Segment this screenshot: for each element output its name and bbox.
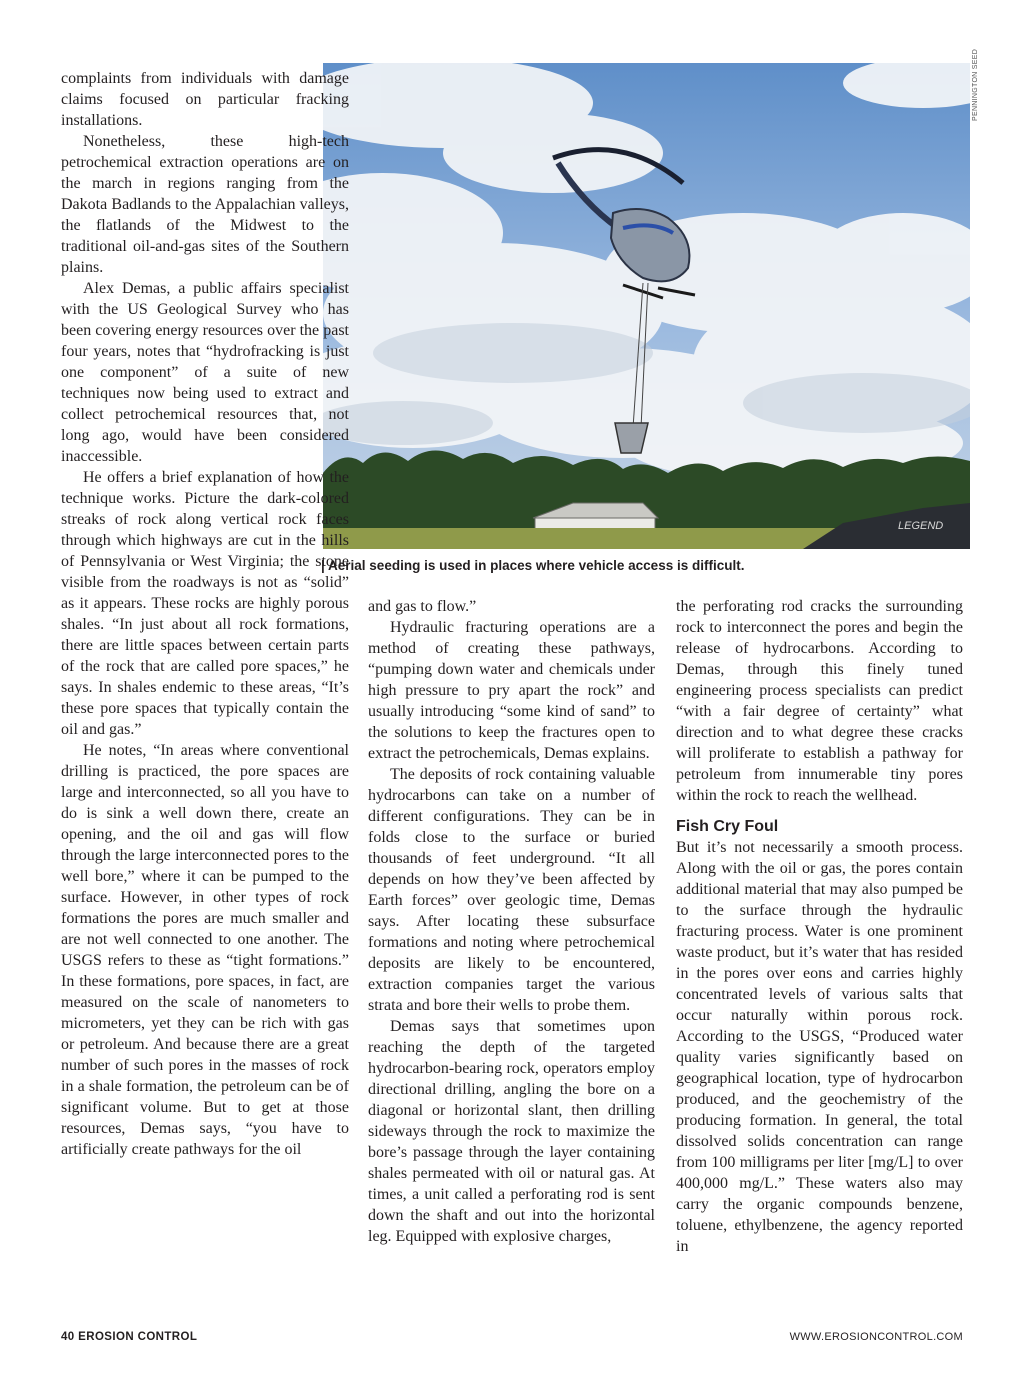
column-3 bbox=[676, 596, 963, 1257]
col3-paragraph-2: But it’s not necessarily a smooth process. Along with the oil or gas, the pores contain additional material that may also pumped be to the surface through the hydraulic fracturing process. Water is one prominent waste product, but it’s water that has resided in the pores over eons and carries highly concentrated levels of various salts that occur naturally within porous rock. According to the USGS, “Produced water quality varies significantly based on geographical location, type of hydrocarbon produced, and the geochemistry of the producing formation. In general, the total dissolved solids concentration can range from 100 milligrams per liter [mg/L] to over 400,000 mg/L.” These waters also may carry the organic compounds benzene, toluene, ethylbenzene, the agency reported in bbox=[676, 839, 963, 1255]
column-1 bbox=[61, 68, 349, 1160]
photo-illustration bbox=[323, 63, 970, 549]
col2-paragraph-2: Hydraulic fracturing operations are a method of creating these pathways, “pumping down water and chemicals under high pressure to pry apart the rock” and usually introducing “some kind of sand” to the solutions to keep the fractures open to extract the petrochemicals, Demas explains. bbox=[368, 619, 655, 762]
section-heading: Fish Cry Foul bbox=[676, 818, 779, 835]
website-link[interactable]: WWW.EROSIONCONTROL.COM bbox=[789, 1331, 963, 1343]
photo-caption: | Aerial seeding is used in places where vehicle access is difficult. bbox=[321, 558, 745, 573]
col3-paragraph-1: the perforating rod cracks the surrounding rock to interconnect the pores and begin the release of hydrocarbons. According to Demas, through this finely tuned engineering process specialists can predict “with a fair degree of certainty” what direction and to what degree these cracks will proliferate to establish a pathway for petroleum from innumerable tiny pores within the rock to reach the wellhead. bbox=[676, 598, 963, 804]
col1-paragraph-4: He offers a brief explanation of how the technique works. Picture the dark-colored streaks of rock along vertical rock faces through which highways are cut in the hills of Pennsylvania or West Virginia; the stone visible from the roadways is not as “solid” as it appears. These rocks are highly porous shales. “In just about all rock formations, there are little spaces between certain parts of the rock that are called pore spaces,” he says. In shales endemic to these areas, “It’s these pore spaces that typically contain the oil and gas.” bbox=[61, 469, 349, 738]
col2-paragraph-4: Demas says that sometimes upon reaching the depth of the targeted hydrocarbon-bearing rock, operators employ directional drilling, angling the bore on a diagonal or horizontal slant, then drilling sideways through the rock to maximize the bore’s passage through the layer containing shales permeated with oil or natural gas. At times, a unit called a perforating rod is sent down the shaft and out into the horizontal leg. Equipped with explosive charges, bbox=[368, 1018, 655, 1245]
col2-paragraph-3: The deposits of rock containing valuable hydrocarbons can take on a number of different configurations. They can be in folds close to the surface or buried thousands of feet underground. “It all depends on how they’ve been affected by Earth forces” over geologic time, Demas says. After locating these subsurface formations and noting where petrochemical deposits are likely to be encountered, extraction companies target the various strata and bore their wells to probe them. bbox=[368, 766, 655, 1014]
col1-paragraph-5: He notes, “In areas where conventional drilling is practiced, the pore spaces are large and interconnected, so all you have to do is sink a well down there, create an opening, and the oil and gas will flow through the large interconnected pores to the well bore,” where it can be pumped to the surface. However, in other types of rock formations the pores are much smaller and are not well connected to one another. The USGS refers to these as “tight formations.” In these formations, pore spaces, in fact, are measured on the scale of nanometers to micrometers, yet they can be rich with gas or petroleum. And because there are a great number of such pores in the masses of rock in a shale formation, the petroleum can be of significant volume. But to get at those resources, Demas says, “you have to artificially create pathways for the oil bbox=[61, 742, 349, 1158]
equipment-brand-label: LEGEND bbox=[898, 520, 944, 532]
helicopter-photo bbox=[323, 63, 970, 549]
col1-paragraph-1: complaints from individuals with damage claims focused on particular fracking installations. bbox=[61, 70, 349, 129]
photo-credit-text: PENNINGTON SEED bbox=[972, 48, 979, 121]
page-number-label: 40 EROSION CONTROL bbox=[61, 1331, 198, 1343]
col1-paragraph-3: Alex Demas, a public affairs specialist with the US Geological Survey who has been covering energy resources over the past four years, notes that “hydrofracking is just one component” of a suite of new techniques now being used to extract and collect petrochemical resources that, not long ago, would have been considered inaccessible. bbox=[61, 280, 349, 465]
col2-paragraph-1: and gas to flow.” bbox=[368, 598, 477, 615]
column-2 bbox=[368, 596, 655, 1247]
photo-credit bbox=[972, 48, 990, 123]
col1-paragraph-2: Nonetheless, these high-tech petrochemical extraction operations are on the march in regions ranging from the Dakota Badlands to the Appalachian valleys, the flatlands of the Midwest to the traditional oil-and-gas sites of the Southern plains. bbox=[61, 133, 349, 276]
